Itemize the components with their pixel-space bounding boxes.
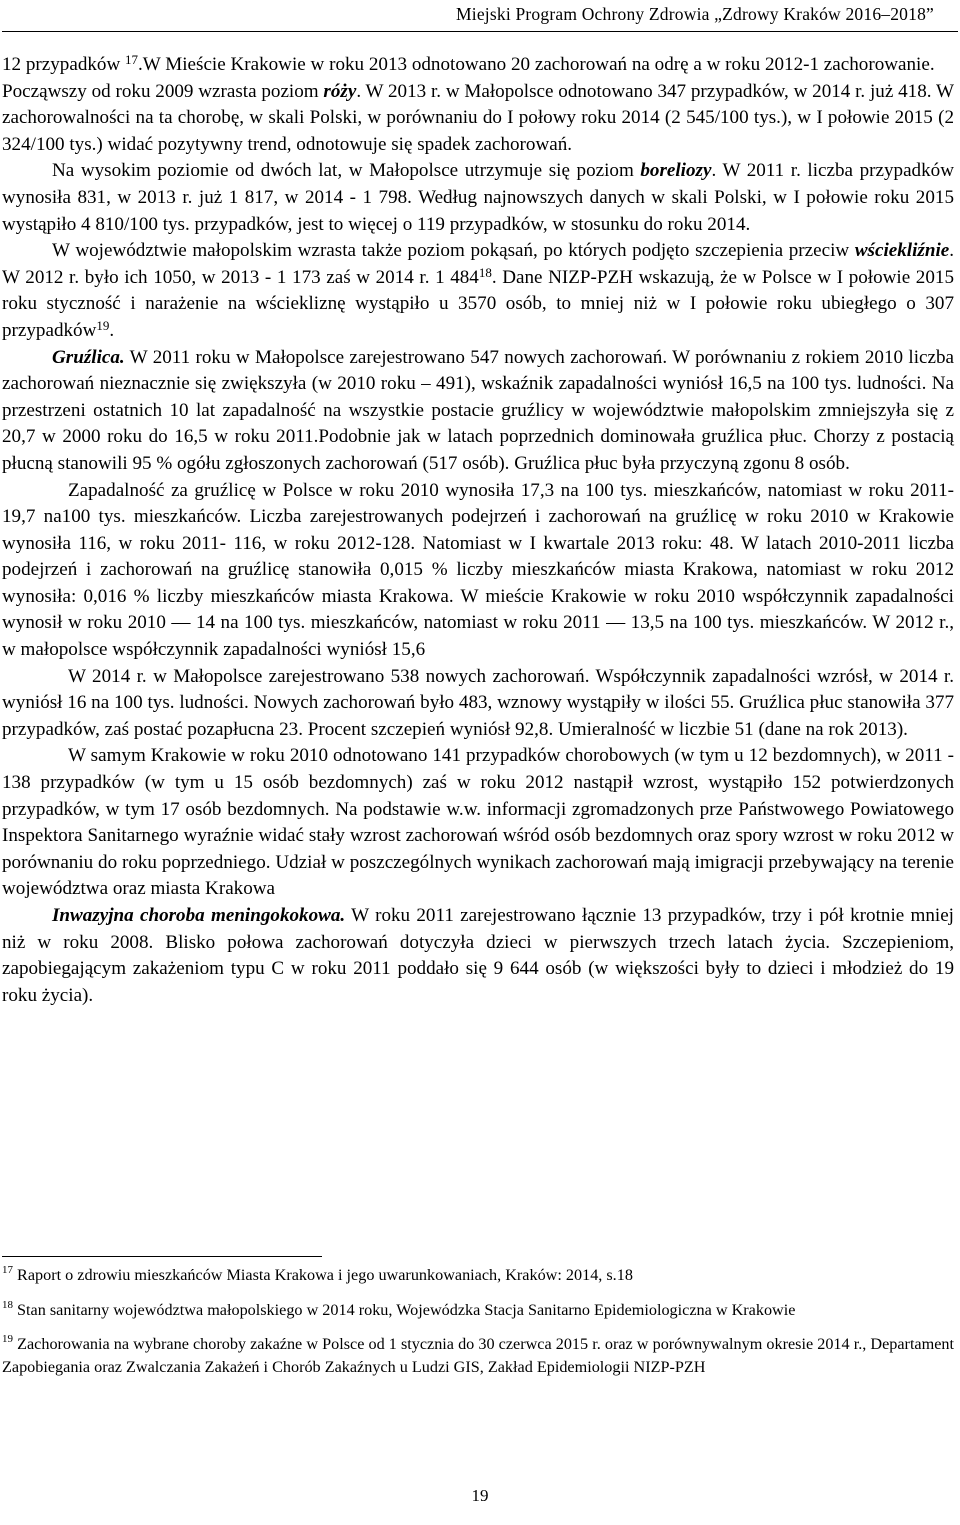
body-text xyxy=(2,52,954,1009)
header-divider xyxy=(2,31,958,32)
footnote-divider xyxy=(2,1256,322,1257)
paragraph-krakow-homeless: W samym Krakowie w roku 2010 odnotowano 141 przypadków chorobowych (w tym u 12 bezdomnych), w 2011 - 138 przypadków (w tym u 15 osób bezdomnych) zaś w roku 2012 nastąpił wzrost, wystąpiło 152 potwierdzonych przypadków, w tym 17 osób bezdomnych. Na podstawie w.w. informacji zgromadzonych prze Państwowego Powiatowego Inspektora Sanitarnego wyraźnie widać stały wzrost zachorowań wśród osób bezdomnych oraz spory wzrost w roku 2012 w porównaniu do roku poprzedniego. Udział w poszczególnych wynikach zachorowań mają imigracji przebywający na terenie województwa oraz miasta Krakowa xyxy=(2,745,954,900)
footnote-19: $^{19}$ Zachorowania na wybrane choroby zakaźne w Polsce od 1 stycznia do 30 czerwca 2015 r. oraz w porównywalnym okresie 2014 r., Departament Zapobiegania oraz Zwalczania Zakażeń i Chorób Zakaźnych u Ludzi GIS, Zakład Epidemiologii NIZP-PZH xyxy=(2,1333,954,1376)
footnote-ref-19[interactable]: 19 xyxy=(96,317,110,333)
footnote-18: $^{18}$ Stan sanitarny województwa małopolskiego w 2014 roku, Wojewódzka Stacja Sanitarno Epidemiologiczna w Krakowie xyxy=(2,1298,796,1319)
footnote-ref-18[interactable]: 18 xyxy=(478,264,492,280)
paragraph-measles: 12 przypadków $^{17}$.W Mieście Krakowie w roku 2013 odnotowano 20 zachorowań na odrę a w roku 2012-1 zachorowanie. xyxy=(2,52,935,75)
paragraph-tb-incidence: Zapadalność za gruźlicę w Polsce w roku 2010 wynosiła 17,3 na 100 tys. mieszkańców, natomiast w roku 2011-19,7 na100 tys. mieszkańców. Liczba zarejestrowanych podejrzeń i zachorowań na gruźlicę w roku 2010 w Krakowie wynosiła 116, w roku 2011- 116, w roku 2012-128. Natomiast w I kwartale 2013 roku: 48. W latach 2010-2011 liczba podejrzeń i zachorowań na gruźlicę stanowiła 0,015 % liczby mieszkańców miasta Krakowa, natomiast w roku 2012 wynosiła: 0,016 % liczby mieszkańców miasta Krakowa. W mieście Krakowie w roku 2010 współczynnik zapadalności wynosił w roku 2010 — 14 na 100 tys. mieszkańców, natomiast w roku 2011 — 13,5 na 100 tys. mieszkańców. W 2012 r., w małopolsce współczynnik zapadalności wyniósł 15,6 xyxy=(2,479,954,661)
term-meningococcal: Inwazyjna choroba meningokokowa. xyxy=(52,905,346,926)
running-header: Miejski Program Ochrony Zdrowia „Zdrowy Kraków 2016–2018” xyxy=(456,4,934,24)
paragraph-meningococcal: Inwazyjna choroba meningokokowa. W roku 2011 zarejestrowano łącznie 13 przypadków, trzy i pół krotnie mniej niż w roku 2008. Blisko połowa zachorowań dotyczyła dzieci w pierwszych trzech latach życia. Szczepieniom, zapobiegającym zakażeniom typu C w roku 2011 poddało się 9 644 osób (w większości były to dzieci i młodzież do 19 roku życia). xyxy=(2,905,954,1006)
footnote-17: $^{17}$ Raport o zdrowiu mieszkańców Miasta Krakowa i jego uwarunkowaniach, Kraków: 2014, s.18 xyxy=(2,1264,633,1284)
term-rabies: wściekliźnie xyxy=(854,240,950,262)
paragraph-tb-2014: W 2014 r. w Małopolsce zarejestrowano 538 nowych zachorowań. Współczynnik zapadalności wzrósł, w 2014 r. wyniósł 16 na 100 tys. ludności. Nowych zachorowań było 483, wznowy wystąpiły w ilości 55. Gruźlica płuc stanowiła 377 przypadków, zaś postać pozapłucna 23. Procent szczepień wyniósł 92,8. Umieralność w liczbie 51 (dane na rok 2013). xyxy=(2,665,954,740)
paragraph-borreliosis: Na wysokim poziomie od dwóch lat, w Małopolsce utrzymuje się poziom boreliozy. W 2011 r. liczba przypadków wynosiła 831, w 2013 r. już 1 817, w 2014 - 1 798. Według najnowszych danych w skali Polski, w I połowie roku 2015 wystąpiło 4 810/100 tys. przypadków, jest to więcej o 119 przypadków, w stosunku do roku 2014. xyxy=(2,160,954,235)
paragraph-tuberculosis: Gruźlica. W 2011 roku w Małopolsce zarejestrowano 547 nowych zachorowań. W porównaniu z rokiem 2010 liczba zachorowań nieznacznie się zwiększyła (w 2010 roku – 491), wskaźnik zapadalności wyniósł 16,5 na 100 tys. ludności. Na przestrzeni ostatnich 10 lat zapadalność na wszystkie postacie gruźlicy w województwie małopolskim zmniejszyła się z 20,7 w 2000 roku do 16,5 w roku 2011.Podobnie jak w latach poprzednich dominowała gruźlica płuc. Chorzy z postacią płucną stanowili 95 % ogółu zgłoszonych zachorowań (517 osób). Gruźlica płuc była przyczyną zgonu 8 osób. xyxy=(2,346,954,474)
term-tuberculosis: Gruźlica. xyxy=(52,346,125,368)
footnote-ref-17[interactable]: 17 xyxy=(125,52,139,67)
term-borreliosis: boreliozy xyxy=(640,160,712,182)
term-erysipelas: róży xyxy=(323,80,357,102)
paragraph-rabies: W województwie małopolskim wzrasta także poziom pokąsań, po których podjęto szczepienia przeciw wściekliźnie. W 2012 r. było ich 1050, w 2013 - 1 173 zaś w 2014 r. 1 $484^{18}$. Dane NIZP-PZH wskazują, że w Polsce w I połowie 2015 roku styczność i narażenie na wściekliznę wystąpiło u 3570 osób, to mniej niż w I połowie roku ubiegłego o 307 przypadków$^{19}$. xyxy=(2,240,954,341)
page-number: 19 xyxy=(471,1486,489,1505)
footnotes xyxy=(2,1264,954,1390)
paragraph-erysipelas: Począwszy od roku 2009 wzrasta poziom róży. W 2013 r. w Małopolsce odnotowano 347 przypadków, w 2014 r. już 418. W zachorowalności na ta chorobę, w skali Polski, w porównaniu do I połowy roku 2014 (2 545/100 tys.), w I połowie 2015 (2 324/100 tys.) widać pozytywny trend, odnotowuje się spadek zachorowań. xyxy=(2,80,954,155)
